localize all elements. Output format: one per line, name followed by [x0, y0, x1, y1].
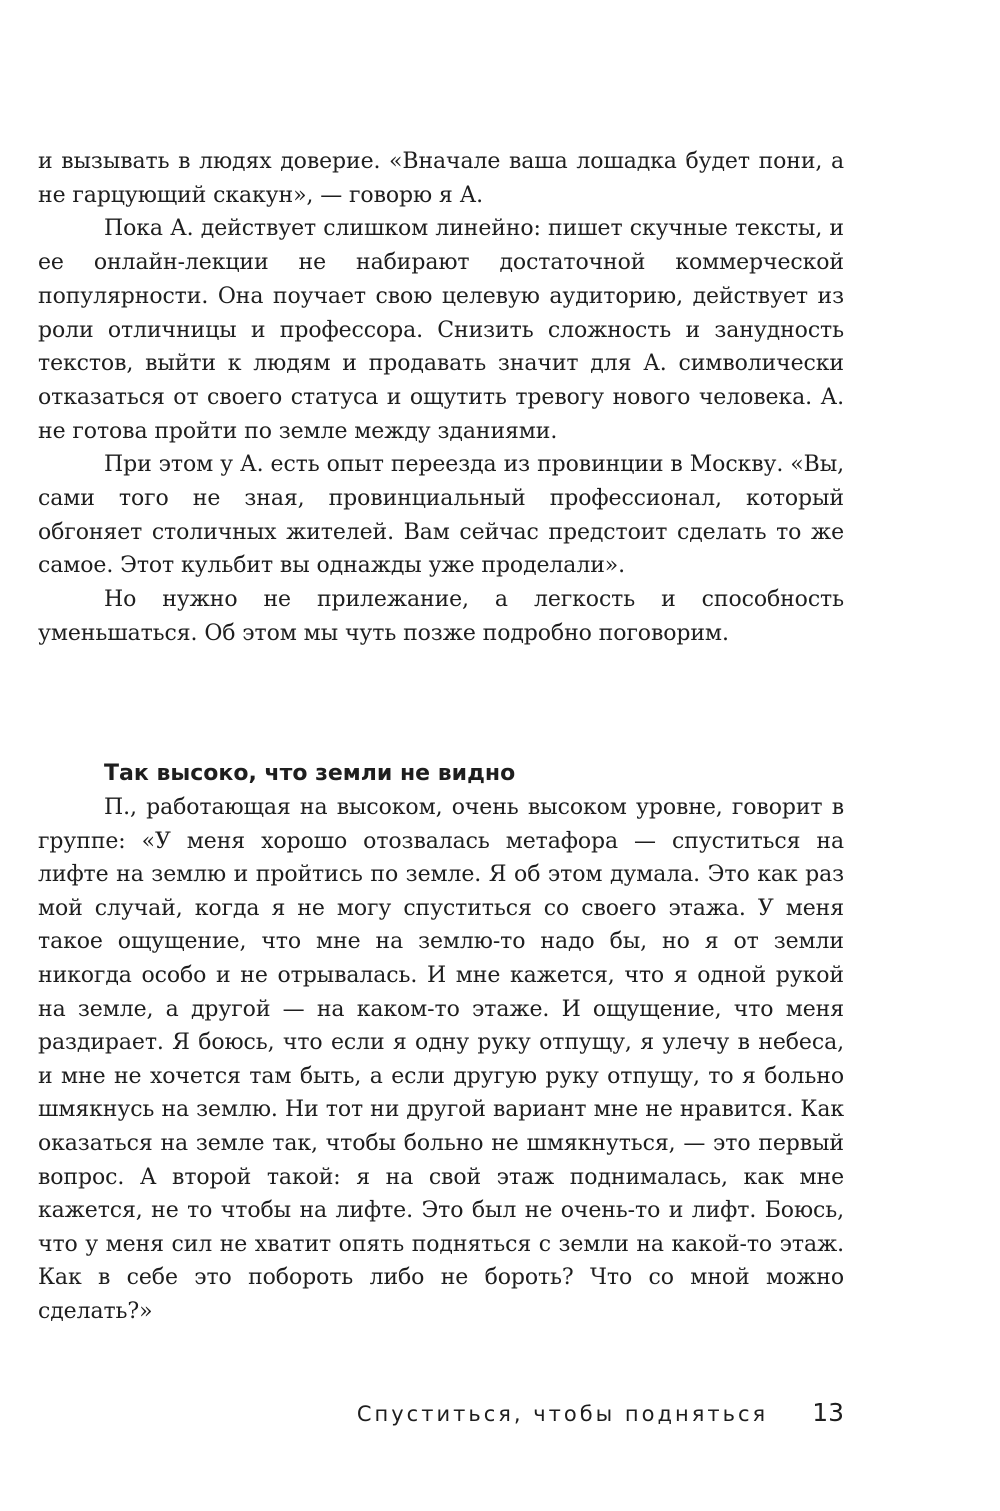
- page-number: 13: [812, 1398, 844, 1427]
- paragraph-linear-action: Пока А. действует слишком линейно: пишет скучные тексты, и ее онлайн-лекции не набирают достаточной коммерческой популярности. Она поучает свою целевую аудиторию, действует из роли отличницы и профессора. Снизить сложность и занудность текстов, выйти к людям и продавать значит для А. символически отказаться от своего статуса и ощутить тревогу нового человека. А. не готова пройти по земле между зданиями.: [38, 216, 844, 444]
- paragraph-quote: П., работающая на высоком, очень высоком уровне, говорит в группе: «У меня хорошо отозвалась метафора — спуститься на лифте на землю и пройтись по земле. Я об этом думала. Это как раз мой случай, когда я не могу спуститься со своего этажа. У меня такое ощущение, что мне на землю-то надо бы, но я от земли никогда особо и не отрывалась. И мне кажется, что я одной рукой на земле, а другой — на каком-то этаже. И ощущение, что меня раздирает. Я боюсь, что если я одну руку отпущу, я улечу в небеса, и мне не хочется там быть, а если другую руку отпущу, то я больно шмякнусь на землю. Ни тот ни другой вариант мне не нравится. Как оказаться на земле так, чтобы больно не шмякнуться, — это первый вопрос. А второй такой: я на свой этаж поднималась, как мне кажется, не то чтобы на лифте. Это был не очень-то и лифт. Боюсь, что у меня сил не хватит опять подняться с земли на какой-то этаж. Как в себе это побороть либо не бороть? Что со мной можно сделать?»: [38, 795, 844, 1324]
- paragraph-lightness: Но нужно не прилежание, а легкость и способность уменьшаться. Об этом мы чуть позже подробно поговорим.: [38, 587, 844, 646]
- section-heading: Так высоко, что земли не видно: [104, 761, 516, 786]
- body-text-section: [38, 791, 844, 1329]
- page-footer: [357, 1398, 844, 1427]
- paragraph-moscow-move: При этом у А. есть опыт переезда из провинции в Москву. «Вы, сами того не зная, провинциальный профессионал, который обгоняет столичных жителей. Вам сейчас предстоит сделать то же самое. Этот кульбит вы однажды уже проделали».: [38, 452, 844, 579]
- running-title: Спуститься, чтобы подняться: [356, 1402, 769, 1426]
- paragraph-continuation: и вызывать в людях доверие. «Вначале ваша лошадка будет пони, а не гарцующий скакун», — говорю я А.: [38, 149, 844, 208]
- body-text-top: [38, 145, 844, 651]
